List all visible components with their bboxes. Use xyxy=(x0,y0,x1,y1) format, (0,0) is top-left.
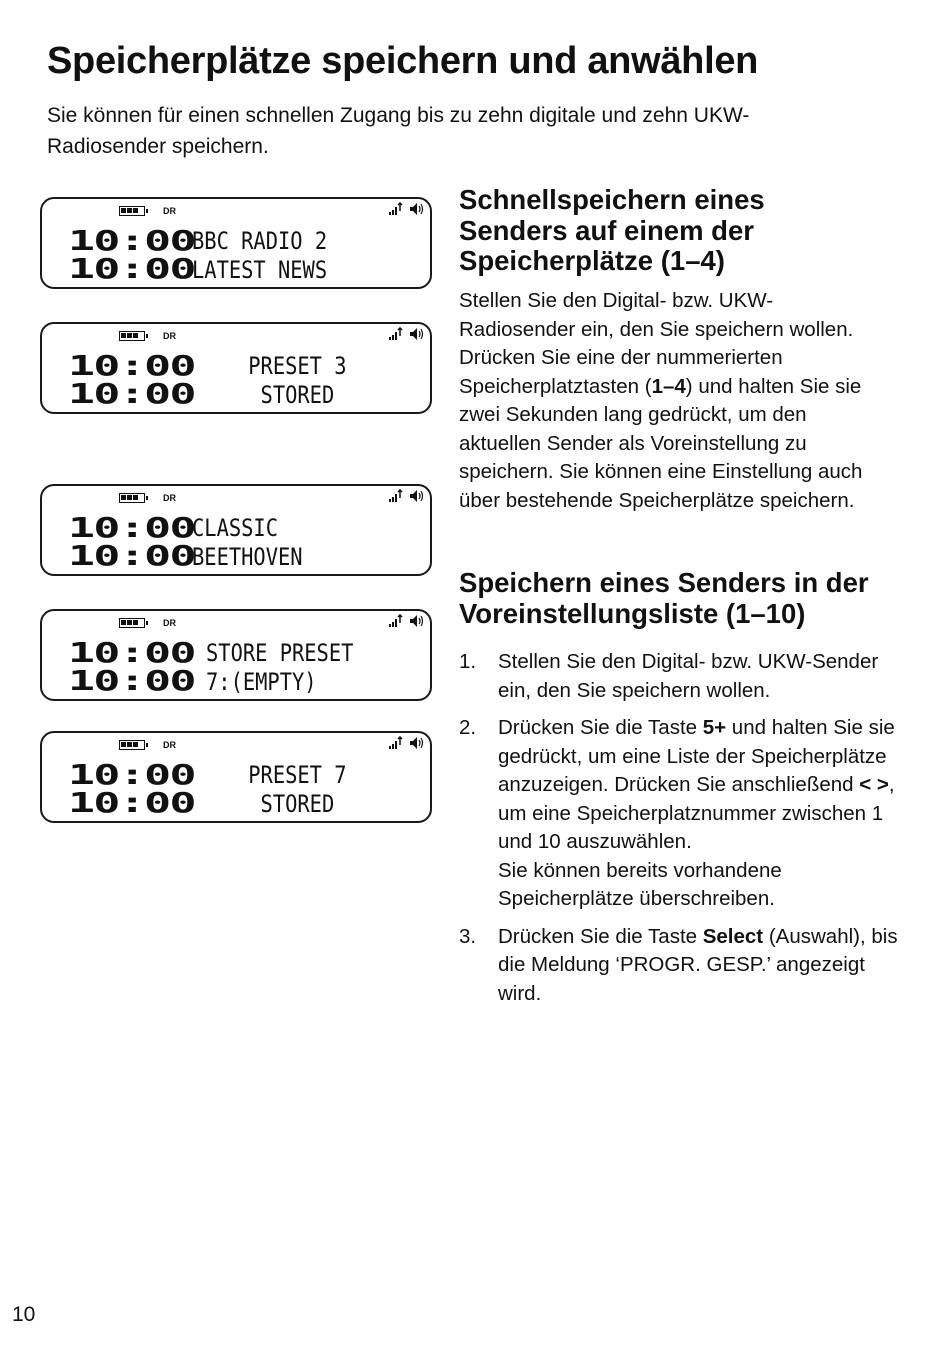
page-title: Speicherplätze speichern und anwählen xyxy=(47,40,759,82)
display-message: CLASSIC BEETHOVEN xyxy=(192,514,303,571)
speaker-icon xyxy=(409,614,425,628)
signal-icon xyxy=(388,736,406,750)
signal-icon xyxy=(388,327,406,341)
display-message: BBC RADIO 2 LATEST NEWS xyxy=(192,227,328,284)
signal-icon xyxy=(388,202,406,216)
clock-display: 10:00 10:00 xyxy=(68,224,195,285)
dr-indicator: DR xyxy=(163,618,176,628)
signal-icon xyxy=(388,614,406,628)
display-message: PRESET 3 STORED xyxy=(248,352,347,409)
battery-icon xyxy=(119,493,145,503)
clock-display: 10:00 10:00 xyxy=(68,511,195,572)
speaker-icon xyxy=(409,489,425,503)
battery-icon xyxy=(119,618,145,628)
list-item: 1. Stellen Sie den Digital- bzw. UKW-Sender ein, den Sie speichern wollen. xyxy=(459,650,879,702)
section-heading-preset-list: Speichern eines Senders in der Voreinstellungsliste (1–10) xyxy=(459,567,869,629)
dr-indicator: DR xyxy=(163,493,176,503)
battery-icon xyxy=(119,740,145,750)
lcd-display xyxy=(40,609,432,701)
section-heading-quick-store: Schnellspeichern eines Senders auf einem der Speicherplätze (1–4) xyxy=(459,184,765,276)
lcd-display xyxy=(40,731,432,823)
display-message: PRESET 7 STORED xyxy=(248,761,347,818)
clock-display: 10:00 10:00 xyxy=(68,636,195,697)
speaker-icon xyxy=(409,327,425,341)
lcd-display xyxy=(40,197,432,289)
dr-indicator: DR xyxy=(163,206,176,216)
battery-icon xyxy=(119,206,145,216)
section-body-quick-store: Stellen Sie den Digital- bzw. UKW-Radiosender ein, den Sie speichern wollen. Drücken Sie eine der nummerierten Speicherplatztasten (1–4) und halten Sie sie zwei Sekunden lang gedrückt, um den aktuellen Sender als Voreinstellung zu speichern. Sie können eine Einstellung auch über bestehende Speicherplätze speichern. xyxy=(459,289,863,512)
clock-display: 10:00 10:00 xyxy=(68,349,195,410)
display-message: STORE PRESET 7:(EMPTY) xyxy=(206,639,354,696)
clock-display: 10:00 10:00 xyxy=(68,758,195,819)
list-item: 2. Drücken Sie die Taste 5+ und halten Sie sie gedrückt, um eine Liste der Speicherplätze anzuzeigen. Drücken Sie anschließend < >, um eine Speicherplatznummer zwischen 1 und 10 auszuwählen. Sie können bereits vorhandene Speicherplätze überschreiben. xyxy=(459,716,895,910)
speaker-icon xyxy=(409,202,425,216)
lcd-display xyxy=(40,322,432,414)
step-list xyxy=(459,648,899,1017)
list-item: 3. Drücken Sie die Taste Select (Auswahl), bis die Meldung ‘PROGR. GESP.’ angezeigt wird. xyxy=(459,924,898,1005)
dr-indicator: DR xyxy=(163,331,176,341)
speaker-icon xyxy=(409,736,425,750)
battery-icon xyxy=(119,331,145,341)
intro-text: Sie können für einen schnellen Zugang bis zu zehn digitale und zehn UKW-Radiosender speichern. xyxy=(47,104,750,158)
signal-icon xyxy=(388,489,406,503)
dr-indicator: DR xyxy=(163,740,176,750)
lcd-display xyxy=(40,484,432,576)
page-number: 10 xyxy=(12,1303,36,1326)
